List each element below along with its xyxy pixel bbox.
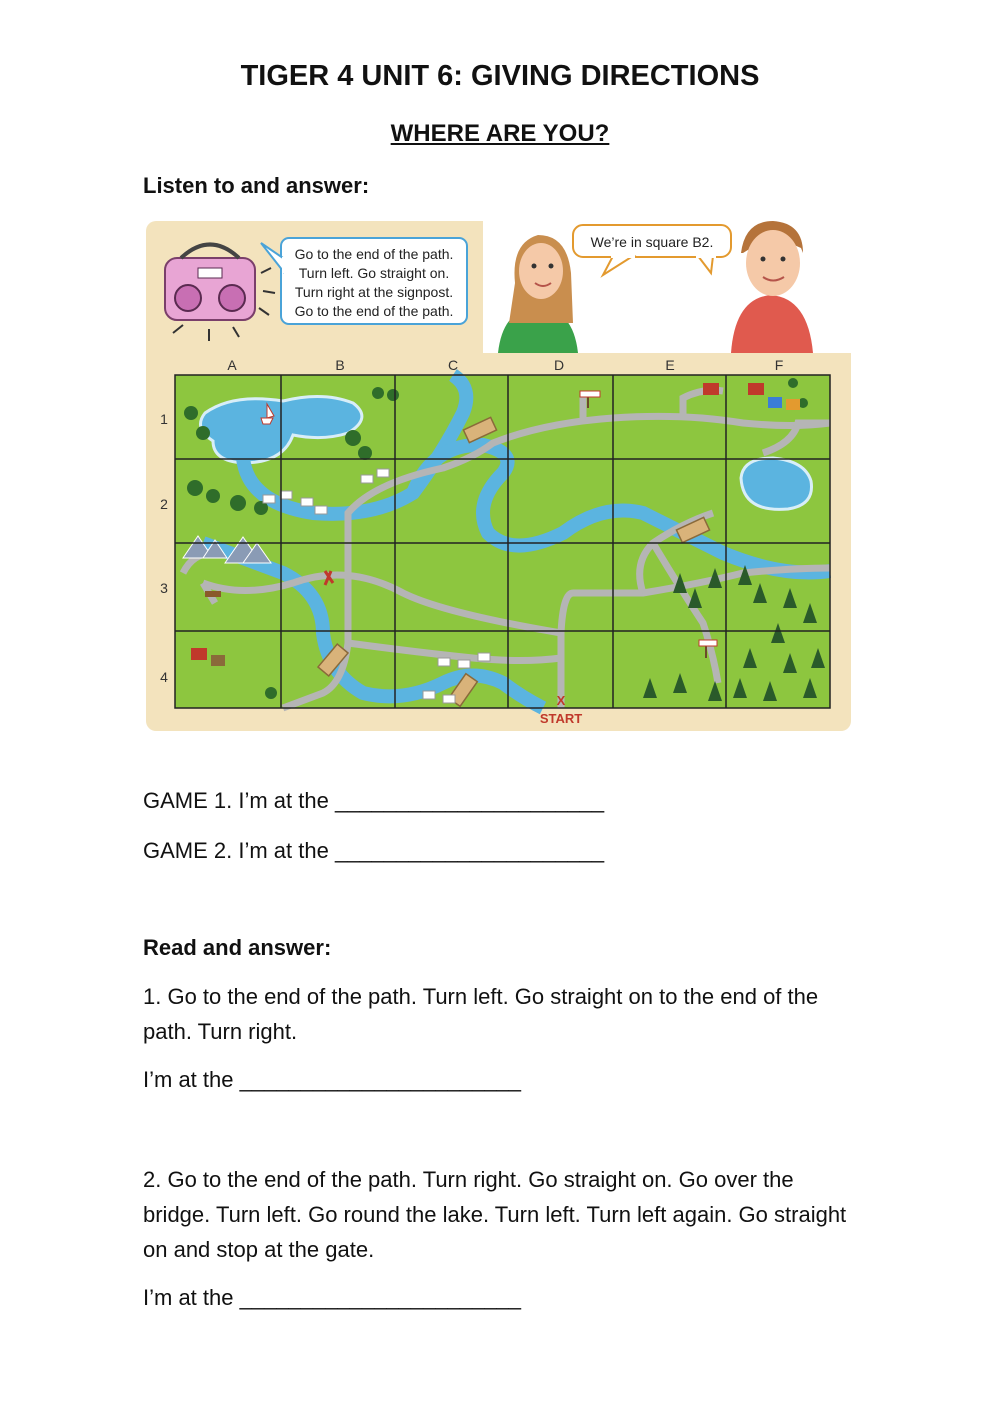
column-label-b: B: [335, 357, 345, 373]
question-1-answer-blank[interactable]: _______________________: [239, 1067, 522, 1092]
radio-line-3: Turn right at the signpost.: [294, 284, 454, 300]
question-2-text: 2. Go to the end of the path. Turn right. Go straight on. Go over the bridge. Turn left. Go round the lake. Turn left. Turn left again. Go straight on and stop at the gate.: [143, 1167, 847, 1262]
map-illustration: [143, 213, 855, 733]
gate-icon: [205, 591, 221, 597]
column-label-f: F: [774, 357, 784, 373]
start-mark: X: [556, 693, 566, 708]
column-label-c: C: [447, 357, 459, 373]
question-1-answer-line: [143, 1067, 521, 1093]
question-2-answer-blank[interactable]: _______________________: [239, 1285, 522, 1310]
speech-bubble-text: We’re in square B2.: [590, 234, 714, 250]
game-1-line: [143, 788, 604, 814]
game-2-line: [143, 838, 604, 864]
question-1-answer-label: I’m at the: [143, 1067, 234, 1092]
question-2-answer-line: [143, 1285, 521, 1311]
radio-line-1: Go to the end of the path.: [294, 246, 454, 262]
row-label-1: 1: [160, 411, 168, 427]
question-2-answer-label: I’m at the: [143, 1285, 234, 1310]
read-section-heading: Read and answer:: [143, 935, 332, 960]
page-subtitle: WHERE ARE YOU?: [390, 120, 610, 147]
row-label-3: 3: [160, 580, 168, 596]
lake-right: [741, 458, 812, 509]
radio-speech-bubble: [261, 238, 467, 324]
radio-line-4: Go to the end of the path.: [294, 303, 454, 319]
game-1-label: GAME 1. I’m at the: [143, 788, 329, 813]
game-2-answer-blank[interactable]: ______________________: [334, 838, 605, 863]
page-title: TIGER 4 UNIT 6: GIVING DIRECTIONS: [240, 60, 760, 92]
start-label: START: [539, 711, 583, 726]
question-1-text: 1. Go to the end of the path. Turn left. Go straight on to the end of the path. Turn right.: [143, 984, 819, 1044]
game-1-answer-blank[interactable]: ______________________: [334, 788, 605, 813]
column-label-a: A: [227, 357, 237, 373]
row-label-2: 2: [160, 496, 168, 512]
listen-section-heading: Listen to and answer:: [143, 173, 370, 198]
game-2-label: GAME 2. I’m at the: [143, 838, 329, 863]
column-label-d: D: [553, 357, 565, 373]
radio-line-2: Turn left. Go straight on.: [298, 265, 450, 281]
row-label-4: 4: [160, 669, 168, 685]
column-label-e: E: [665, 357, 675, 373]
